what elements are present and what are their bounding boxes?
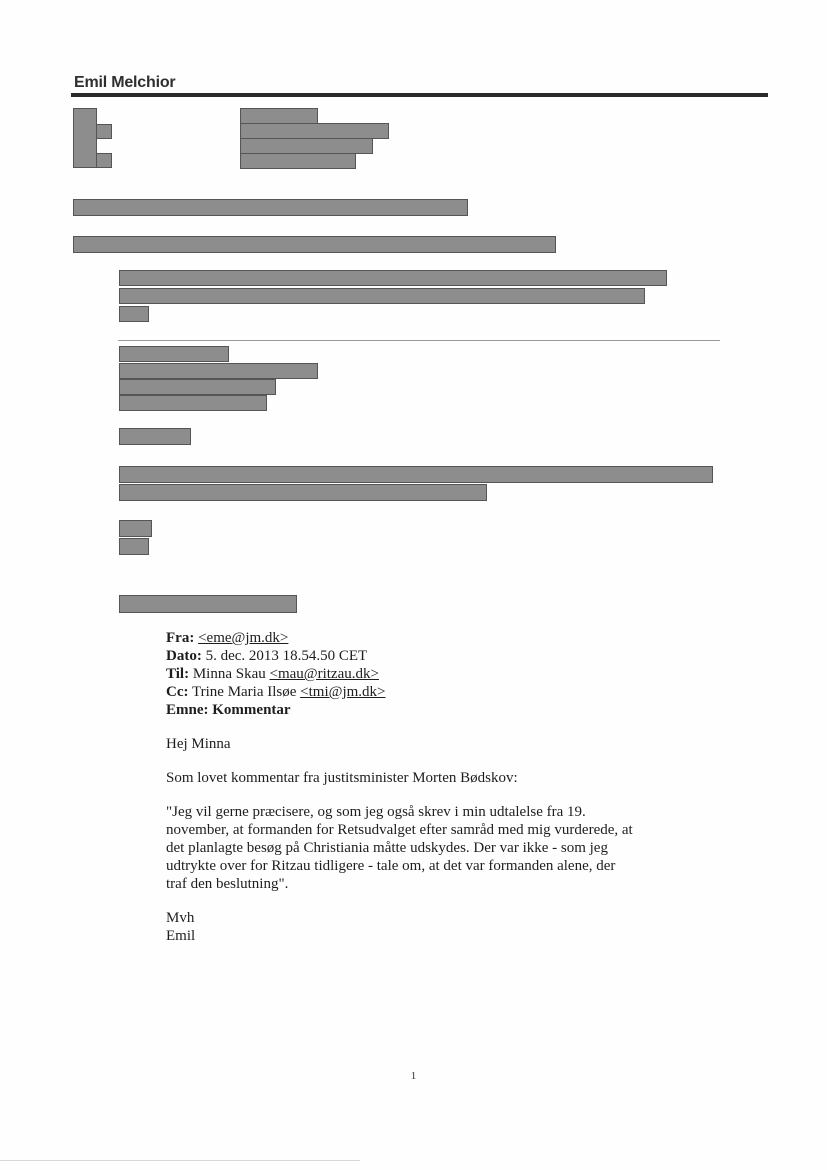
redaction-block [240,123,389,139]
subject-label: Emne: [166,702,209,718]
intro-text: Som lovet kommentar fra justitsminister Morten Bødskov: [166,770,518,786]
to-line [166,665,726,683]
redaction-line [119,466,713,483]
date-line [166,647,726,665]
subject-line [166,701,726,719]
to-address-link[interactable]: <mau@ritzau.dk> [269,666,379,682]
date-label: Dato: [166,648,202,664]
subject-value: Kommentar [212,702,291,718]
redaction-line [119,484,487,501]
redaction-line [119,270,667,286]
email-message [166,629,726,945]
signoff: Mvh [166,910,195,926]
redaction-block [240,153,356,169]
signoff-block [166,909,726,945]
cc-name: Trine Maria Ilsøe [191,684,297,700]
redaction-line [73,236,556,253]
quote-line: udtrykte over for Ritzau tidligere - tale om, at det var formanden alene, der [166,858,616,874]
from-line [166,629,726,647]
redaction-block [96,153,112,168]
greeting: Hej Minna [166,736,231,752]
redaction-block [73,108,97,168]
header-rule [71,93,768,97]
redaction-line [119,428,191,445]
redaction-line [119,395,267,411]
to-name: Minna Skau [192,666,266,682]
redaction-block [96,124,112,139]
redaction-block [240,138,373,154]
quote-line: november, at formanden for Retsudvalget efter samråd med mig vurderede, at [166,822,633,838]
redaction-line [119,306,149,322]
to-label: Til: [166,666,190,682]
redaction-line [119,346,229,362]
redaction-line [119,363,318,379]
quote-block [166,803,726,893]
scan-edge-line [0,1160,360,1161]
quote-line: "Jeg vil gerne præcisere, og som jeg også skrev i min udtalelse fra 19. [166,804,586,820]
redaction-line [119,538,149,555]
redaction-line [119,520,152,537]
redaction-line [73,199,468,216]
quote-line: traf den beslutning". [166,876,289,892]
from-label: Fra: [166,630,195,646]
redaction-line [119,595,297,613]
cc-address-link[interactable]: <tmi@jm.dk> [300,684,386,700]
cc-line [166,683,726,701]
redaction-line [119,379,276,395]
from-address-link[interactable]: <eme@jm.dk> [198,630,289,646]
quote-line: det planlagte besøg på Christiania måtte udskydes. Der var ikke - som jeg [166,840,608,856]
message-divider [118,340,720,341]
cc-label: Cc: [166,684,189,700]
sender-heading: Emil Melchior [74,74,176,91]
redaction-line [119,288,645,304]
signature: Emil [166,928,196,944]
redaction-block [240,108,318,124]
date-value: 5. dec. 2013 18.54.50 CET [205,648,368,664]
page-number: 1 [410,1070,417,1082]
